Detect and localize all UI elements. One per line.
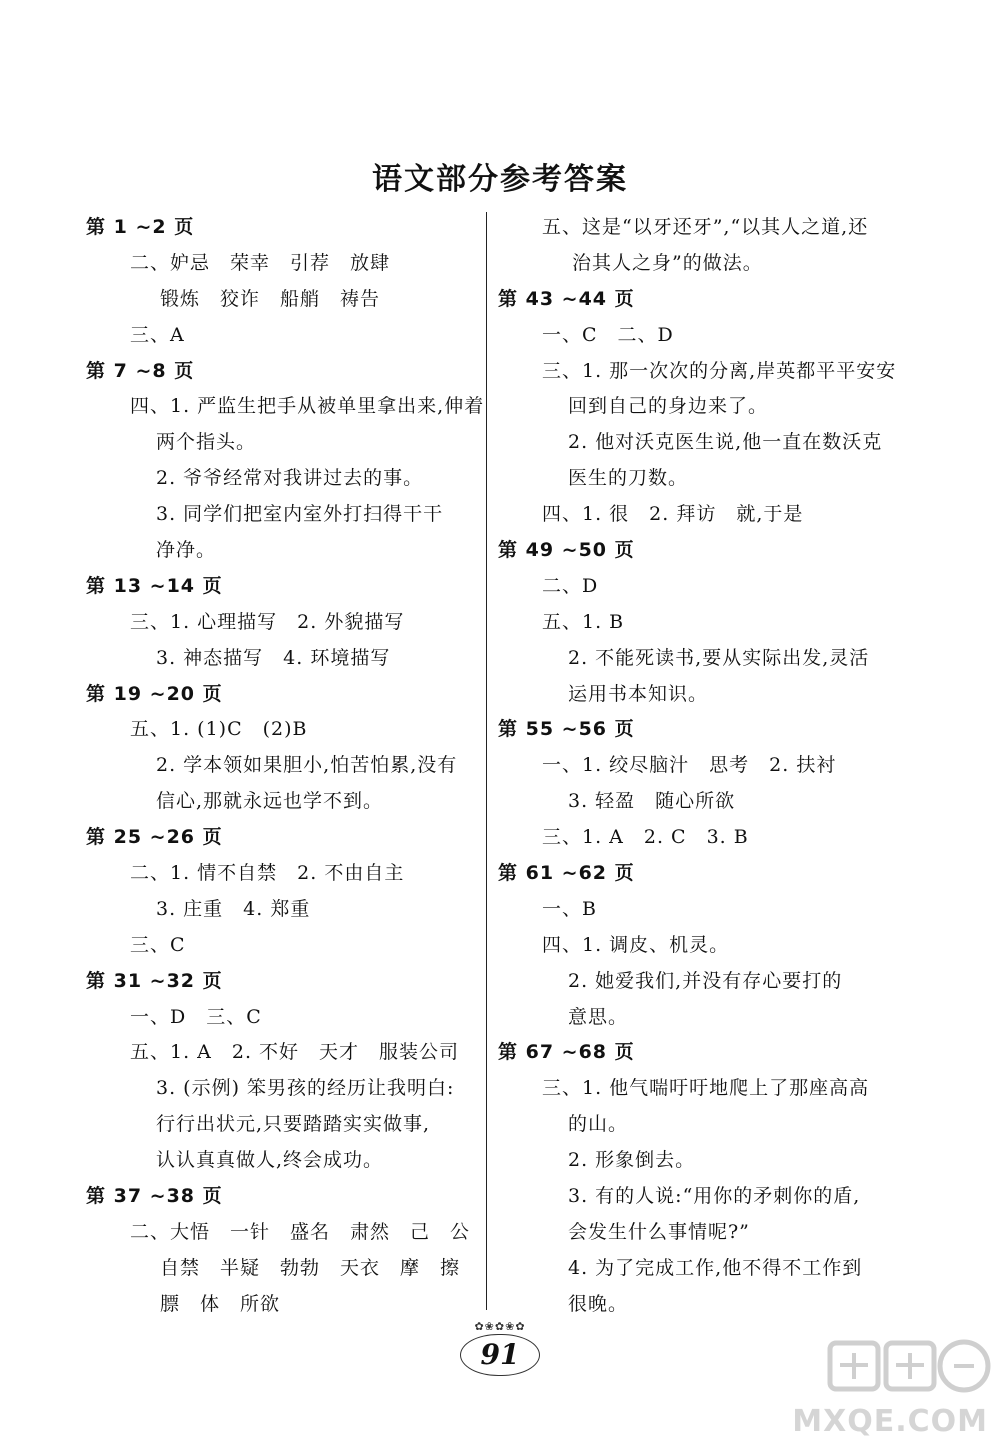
right-page-range-heading: 第 49 ~50 页 bbox=[498, 539, 635, 562]
right-answer-line: 3. 轻盈 随心所欲 bbox=[568, 790, 736, 813]
right-answer-line: 2. 不能死读书,要从实际出发,灵活 bbox=[568, 646, 870, 669]
left-answer-line: 五、1. A 2. 不好 天才 服装公司 bbox=[130, 1041, 460, 1064]
right-answer-line: 四、1. 很 2. 拜访 就,于是 bbox=[542, 503, 804, 526]
left-page-range-heading: 第 25 ~26 页 bbox=[86, 826, 223, 849]
right-answer-line: 回到自己的身边来了。 bbox=[568, 395, 769, 418]
right-answer-line: 2. 他对沃克医生说,他一直在数沃克 bbox=[568, 431, 883, 454]
left-answer-column bbox=[86, 210, 485, 1323]
left-answer-line: 认认真真做人,终会成功。 bbox=[156, 1149, 384, 1172]
watermark-text: MXQE.COM bbox=[792, 1404, 988, 1439]
left-answer-line: 二、大悟 一针 盛名 肃然 己 公 bbox=[130, 1220, 471, 1243]
right-answer-line: 的山。 bbox=[568, 1113, 629, 1136]
left-page-range-heading: 第 7 ~8 页 bbox=[86, 359, 195, 382]
left-answer-line: 五、1. (1)C (2)B bbox=[130, 718, 308, 741]
page-number: 91 bbox=[460, 1334, 540, 1376]
right-answer-line: 治其人之身”的做法。 bbox=[572, 251, 763, 274]
left-answer-line: 自禁 半疑 勃勃 天衣 摩 擦 bbox=[160, 1256, 461, 1279]
right-answer-line: 3. 有的人说:“用你的矛刺你的盾, bbox=[568, 1185, 861, 1208]
right-answer-column bbox=[498, 210, 898, 1323]
page-number-footer bbox=[440, 1320, 560, 1390]
watermark-logo bbox=[792, 1335, 1000, 1443]
left-answer-line: 3. 神态描写 4. 环境描写 bbox=[156, 646, 391, 669]
page-title: 语文部分参考答案 bbox=[372, 162, 628, 197]
left-answer-line: 三、1. 心理描写 2. 外貌描写 bbox=[130, 610, 405, 633]
right-answer-line: 五、这是“以牙还牙”,“以其人之道,还 bbox=[542, 216, 869, 238]
left-page-range-heading: 第 13 ~14 页 bbox=[86, 574, 223, 597]
right-answer-line: 会发生什么事情呢?” bbox=[568, 1220, 750, 1243]
left-answer-line: 行行出状元,只要踏踏实实做事, bbox=[156, 1113, 431, 1136]
right-answer-line: 2. 她爱我们,并没有存心要打的 bbox=[568, 969, 843, 992]
right-answer-line: 五、1. B bbox=[542, 610, 625, 633]
left-page-range-heading: 第 31 ~32 页 bbox=[86, 969, 223, 992]
left-answer-line: 3. (示例) 笨男孩的经历让我明白: bbox=[156, 1077, 455, 1100]
left-answer-line: 3. 同学们把室内室外打扫得干干 bbox=[156, 503, 444, 526]
right-answer-line: 一、C 二、D bbox=[542, 323, 674, 346]
right-page-range-heading: 第 61 ~62 页 bbox=[498, 862, 635, 885]
left-answer-line: 两个指头。 bbox=[156, 431, 257, 454]
right-answer-line: 4. 为了完成工作,他不得不工作到 bbox=[568, 1256, 863, 1279]
left-page-range-heading: 第 37 ~38 页 bbox=[86, 1185, 223, 1208]
right-page-range-heading: 第 43 ~44 页 bbox=[498, 287, 635, 310]
column-divider bbox=[486, 212, 487, 1310]
right-answer-line: 意思。 bbox=[568, 1005, 629, 1028]
ornament-icon: ✿❀✿❀✿ bbox=[474, 1320, 526, 1333]
left-page-range-heading: 第 19 ~20 页 bbox=[86, 682, 223, 705]
left-answer-line: 二、妒忌 荣幸 引荐 放肆 bbox=[130, 251, 391, 274]
left-answer-line: 三、A bbox=[130, 323, 185, 346]
left-answer-line: 一、D 三、C bbox=[130, 1005, 262, 1028]
left-answer-line: 信心,那就永远也学不到。 bbox=[156, 790, 384, 813]
left-answer-line: 锻炼 狡诈 船艄 祷告 bbox=[160, 287, 381, 310]
left-answer-line: 二、1. 情不自禁 2. 不由自主 bbox=[130, 862, 405, 885]
right-answer-line: 四、1. 调皮、机灵。 bbox=[542, 933, 730, 956]
right-page-range-heading: 第 67 ~68 页 bbox=[498, 1041, 635, 1064]
right-answer-line: 很晚。 bbox=[568, 1292, 629, 1315]
right-answer-line: 三、1. 那一次次的分离,岸英都平平安安 bbox=[542, 359, 897, 382]
right-answer-line: 2. 形象倒去。 bbox=[568, 1149, 696, 1172]
right-answer-line: 运用书本知识。 bbox=[568, 682, 709, 705]
left-answer-line: 2. 爷爷经常对我讲过去的事。 bbox=[156, 467, 424, 490]
right-answer-line: 一、1. 绞尽脑汁 思考 2. 扶衬 bbox=[542, 754, 837, 777]
right-page-range-heading: 第 55 ~56 页 bbox=[498, 718, 635, 741]
right-answer-line: 一、B bbox=[542, 897, 597, 920]
left-answer-line: 四、1. 严监生把手从被单里拿出来,伸着 bbox=[130, 395, 485, 418]
right-answer-line: 三、1. A 2. C 3. B bbox=[542, 826, 749, 849]
left-answer-line: 三、C bbox=[130, 933, 186, 956]
right-answer-line: 医生的刀数。 bbox=[568, 467, 689, 490]
left-page-range-heading: 第 1 ~2 页 bbox=[86, 216, 195, 238]
right-answer-line: 三、1. 他气喘吁吁地爬上了那座高高 bbox=[542, 1077, 870, 1100]
left-answer-line: 膘 体 所欲 bbox=[160, 1292, 281, 1315]
left-answer-line: 净净。 bbox=[156, 539, 217, 562]
right-answer-line: 二、D bbox=[542, 574, 599, 597]
left-answer-line: 2. 学本领如果胆小,怕苦怕累,没有 bbox=[156, 754, 458, 777]
left-answer-line: 3. 庄重 4. 郑重 bbox=[156, 897, 311, 920]
